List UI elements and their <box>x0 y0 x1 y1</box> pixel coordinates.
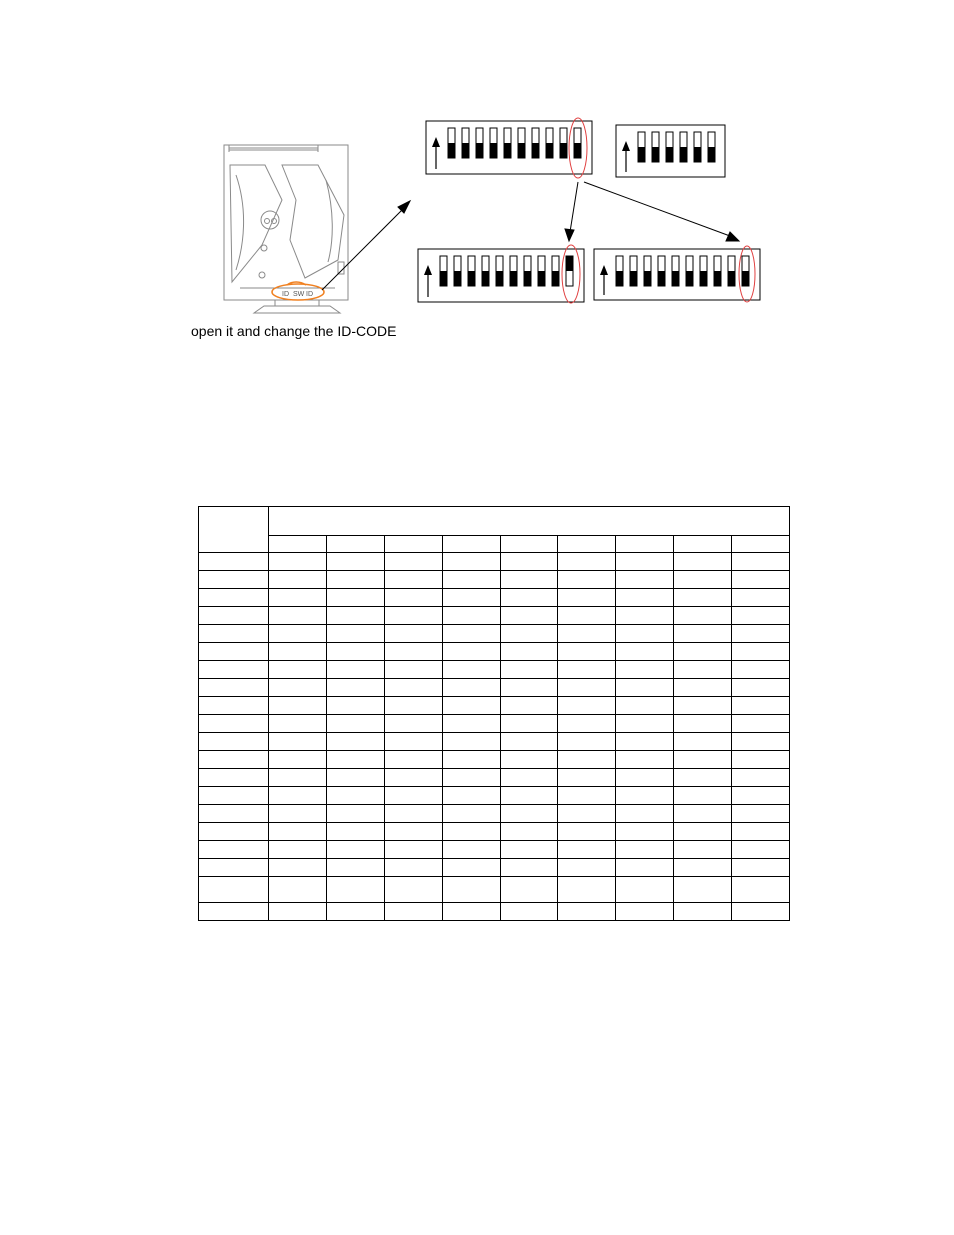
table-cell <box>732 877 790 903</box>
table-cell <box>732 769 790 787</box>
table-cell <box>269 571 327 589</box>
table-cell <box>674 859 732 877</box>
table-cell <box>558 859 616 877</box>
switch-lever <box>538 271 545 286</box>
table-cell <box>500 769 558 787</box>
table-cell <box>199 589 269 607</box>
table-cell <box>732 733 790 751</box>
table-cell <box>500 805 558 823</box>
table-cell <box>199 823 269 841</box>
table-cell <box>326 787 384 805</box>
table-cell <box>384 697 442 715</box>
table-row <box>199 877 790 903</box>
table-cell <box>269 715 327 733</box>
table-row <box>199 679 790 697</box>
switch-lever <box>560 143 567 158</box>
table-cell <box>500 751 558 769</box>
table-cell <box>199 733 269 751</box>
switch-lever <box>468 271 475 286</box>
table-cell <box>558 877 616 903</box>
table-cell <box>674 679 732 697</box>
table-cell <box>732 607 790 625</box>
table-cell <box>732 697 790 715</box>
table-header-row <box>199 507 790 536</box>
table-cell <box>674 841 732 859</box>
switch-lever <box>462 143 469 158</box>
switch-lever <box>504 143 511 158</box>
table-cell <box>500 823 558 841</box>
table-cell <box>442 679 500 697</box>
table-cell <box>326 553 384 571</box>
switch-lever <box>708 147 715 162</box>
table-cell <box>326 823 384 841</box>
table-cell <box>732 715 790 733</box>
table-cell <box>326 679 384 697</box>
device-label-3: ID <box>306 291 313 298</box>
table-cell <box>500 697 558 715</box>
table-cell <box>616 679 674 697</box>
table-header-cell <box>269 507 790 536</box>
dip-switch-bottom-right-10-position <box>594 249 760 300</box>
switch-lever <box>510 271 517 286</box>
table-cell <box>384 805 442 823</box>
table-cell <box>674 715 732 733</box>
table-cell <box>616 553 674 571</box>
table-cell <box>500 859 558 877</box>
table-cell <box>732 823 790 841</box>
table-cell <box>616 625 674 643</box>
table-cell <box>500 661 558 679</box>
table-cell <box>674 877 732 903</box>
table-cell <box>326 607 384 625</box>
table-cell <box>674 571 732 589</box>
table-row <box>199 823 790 841</box>
switch-lever <box>546 143 553 158</box>
table-cell <box>674 643 732 661</box>
switch-lever <box>448 143 455 158</box>
table-subheader-cell <box>732 536 790 553</box>
table-cell <box>558 571 616 589</box>
table-cell <box>442 553 500 571</box>
table-cell <box>500 679 558 697</box>
switch-lever <box>672 271 679 286</box>
table-subheader-cell <box>326 536 384 553</box>
table-cell <box>384 553 442 571</box>
table-cell <box>384 823 442 841</box>
table-subheader-cell <box>616 536 674 553</box>
table-cell <box>269 751 327 769</box>
table-cell <box>442 841 500 859</box>
table-cell <box>500 643 558 661</box>
table-cell <box>326 877 384 903</box>
table-cell <box>442 823 500 841</box>
table-cell <box>500 589 558 607</box>
table-cell <box>674 823 732 841</box>
table-cell <box>199 607 269 625</box>
table-cell <box>616 787 674 805</box>
table-row <box>199 715 790 733</box>
switch-lever <box>496 271 503 286</box>
table-subheader-cell <box>269 536 327 553</box>
table-cell <box>732 661 790 679</box>
switch-lever <box>552 271 559 286</box>
table-row <box>199 661 790 679</box>
id-code-figure <box>0 0 954 360</box>
table-row <box>199 859 790 877</box>
table-cell <box>269 877 327 903</box>
table-row <box>199 805 790 823</box>
table-cell <box>326 697 384 715</box>
table-cell <box>558 769 616 787</box>
switch-lever <box>532 143 539 158</box>
table-cell <box>269 823 327 841</box>
switch-lever <box>652 147 659 162</box>
dip-switch-top-left-10-position <box>426 121 592 174</box>
table-subheader-cell <box>384 536 442 553</box>
table-cell <box>500 571 558 589</box>
table-cell <box>674 787 732 805</box>
table-cell <box>558 625 616 643</box>
table-cell <box>558 553 616 571</box>
table-cell <box>199 751 269 769</box>
device-label-1: ID <box>282 291 289 298</box>
table-cell <box>674 661 732 679</box>
table-cell <box>500 553 558 571</box>
table-cell <box>500 903 558 921</box>
table-cell <box>616 841 674 859</box>
table-cell <box>500 607 558 625</box>
table-cell <box>269 787 327 805</box>
switch-lever <box>574 143 581 158</box>
switch-lever <box>638 147 645 162</box>
table-subheader-cell <box>500 536 558 553</box>
table-cell <box>500 841 558 859</box>
table-cell <box>269 859 327 877</box>
switch-lever <box>714 271 721 286</box>
table-cell <box>442 877 500 903</box>
table-cell <box>269 733 327 751</box>
table-cell <box>269 643 327 661</box>
table-cell <box>326 751 384 769</box>
table-cell <box>616 697 674 715</box>
table-cell <box>269 697 327 715</box>
table-cell <box>384 787 442 805</box>
table-cell <box>558 841 616 859</box>
table-row <box>199 769 790 787</box>
table-cell <box>326 903 384 921</box>
table-cell <box>326 715 384 733</box>
table-cell <box>384 903 442 921</box>
table-cell <box>616 877 674 903</box>
table-cell <box>616 607 674 625</box>
table-cell <box>269 769 327 787</box>
table-cell <box>674 769 732 787</box>
table-cell <box>199 697 269 715</box>
switch-lever <box>490 143 497 158</box>
table-cell <box>442 697 500 715</box>
table-cell <box>500 733 558 751</box>
table-cell <box>732 903 790 921</box>
table-cell <box>384 733 442 751</box>
table-cell <box>326 625 384 643</box>
table-cell <box>269 841 327 859</box>
table-cell <box>558 661 616 679</box>
switch-lever <box>566 256 573 271</box>
table-cell <box>199 679 269 697</box>
table-cell <box>269 553 327 571</box>
table-cell <box>442 859 500 877</box>
switch-lever <box>666 147 673 162</box>
table-cell <box>732 859 790 877</box>
switch-lever <box>658 271 665 286</box>
table-cell <box>616 661 674 679</box>
table-cell <box>558 787 616 805</box>
table-cell <box>442 625 500 643</box>
table-cell <box>384 661 442 679</box>
table-subheader-cell <box>674 536 732 553</box>
table-cell <box>199 553 269 571</box>
switch-lever <box>686 271 693 286</box>
table-cell <box>674 751 732 769</box>
table-cell <box>326 643 384 661</box>
table-cell <box>326 859 384 877</box>
table-cell <box>616 733 674 751</box>
table-cell <box>616 589 674 607</box>
table-cell <box>384 607 442 625</box>
table-cell <box>616 903 674 921</box>
table-row <box>199 643 790 661</box>
table-corner-cell <box>199 507 269 553</box>
table-cell <box>674 589 732 607</box>
table-cell <box>384 769 442 787</box>
table-row <box>199 733 790 751</box>
switch-lever <box>482 271 489 286</box>
table-cell <box>674 553 732 571</box>
table-cell <box>674 903 732 921</box>
table-cell <box>442 643 500 661</box>
switch-lever <box>476 143 483 158</box>
table-cell <box>558 751 616 769</box>
table-cell <box>442 733 500 751</box>
table-cell <box>326 805 384 823</box>
table-cell <box>269 589 327 607</box>
table-cell <box>384 643 442 661</box>
table-cell <box>269 805 327 823</box>
table-cell <box>558 643 616 661</box>
table-cell <box>616 859 674 877</box>
table-cell <box>269 661 327 679</box>
table-cell <box>326 661 384 679</box>
table-cell <box>500 877 558 903</box>
table-cell <box>199 859 269 877</box>
table-cell <box>732 625 790 643</box>
table-cell <box>558 679 616 697</box>
pointer-arrow <box>322 201 410 290</box>
table-cell <box>500 625 558 643</box>
table-cell <box>732 643 790 661</box>
table-cell <box>269 625 327 643</box>
switch-lever <box>518 143 525 158</box>
table-cell <box>616 643 674 661</box>
table-row <box>199 625 790 643</box>
table-cell <box>442 715 500 733</box>
table-cell <box>326 769 384 787</box>
table-cell <box>384 625 442 643</box>
table-cell <box>326 571 384 589</box>
table-cell <box>326 733 384 751</box>
table-row <box>199 553 790 571</box>
dip-switch-diagrams <box>418 121 760 302</box>
table-cell <box>616 571 674 589</box>
table-cell <box>616 805 674 823</box>
table-cell <box>384 589 442 607</box>
switch-lever <box>630 271 637 286</box>
dip-switch-bottom-left-10-position <box>418 249 584 302</box>
device-label-2: SW <box>293 291 305 298</box>
table-cell <box>732 751 790 769</box>
table-cell <box>558 805 616 823</box>
id-code-table <box>198 506 790 921</box>
table-cell <box>500 715 558 733</box>
table-cell <box>558 903 616 921</box>
table-cell <box>732 589 790 607</box>
table-cell <box>442 903 500 921</box>
table-cell <box>558 589 616 607</box>
table-cell <box>199 643 269 661</box>
table-cell <box>616 751 674 769</box>
switch-lever <box>700 271 707 286</box>
table-cell <box>674 733 732 751</box>
table-cell <box>558 715 616 733</box>
camera-device-drawing <box>224 145 348 313</box>
table-cell <box>199 571 269 589</box>
table-cell <box>199 877 269 903</box>
table-cell <box>442 607 500 625</box>
table-cell <box>732 553 790 571</box>
table-cell <box>199 715 269 733</box>
switch-lever <box>742 271 749 286</box>
table-cell <box>199 787 269 805</box>
table-cell <box>269 903 327 921</box>
switch-lever <box>440 271 447 286</box>
table-cell <box>558 733 616 751</box>
table-cell <box>384 715 442 733</box>
table-cell <box>199 769 269 787</box>
table-cell <box>442 751 500 769</box>
table-cell <box>674 805 732 823</box>
table-cell <box>500 787 558 805</box>
table-cell <box>442 571 500 589</box>
table-cell <box>674 607 732 625</box>
device-switch-labels <box>282 291 313 298</box>
table-cell <box>732 805 790 823</box>
dip-switch-top-right-6-position <box>616 125 725 177</box>
figure-caption: open it and change the ID-CODE <box>191 323 397 339</box>
table-row <box>199 841 790 859</box>
table-cell <box>384 571 442 589</box>
table-cell <box>558 697 616 715</box>
table-row <box>199 787 790 805</box>
table-cell <box>384 679 442 697</box>
table-cell <box>732 679 790 697</box>
table-cell <box>442 787 500 805</box>
table-cell <box>199 841 269 859</box>
table-cell <box>674 625 732 643</box>
table-cell <box>384 841 442 859</box>
switch-lever <box>616 271 623 286</box>
table-cell <box>199 805 269 823</box>
table-cell <box>384 751 442 769</box>
table-row <box>199 589 790 607</box>
table-cell <box>732 841 790 859</box>
table-subheader-cell <box>558 536 616 553</box>
table-cell <box>732 571 790 589</box>
table-row <box>199 571 790 589</box>
switch-lever <box>680 147 687 162</box>
table-cell <box>442 661 500 679</box>
table-cell <box>674 697 732 715</box>
switch-lever <box>454 271 461 286</box>
table-cell <box>326 841 384 859</box>
table-cell <box>384 877 442 903</box>
table-row <box>199 607 790 625</box>
table-cell <box>199 661 269 679</box>
table-cell <box>269 607 327 625</box>
table-subheader-cell <box>442 536 500 553</box>
table-cell <box>199 625 269 643</box>
switch-change-arrows <box>565 182 739 241</box>
table-row <box>199 903 790 921</box>
table-cell <box>558 607 616 625</box>
switch-lever <box>728 271 735 286</box>
switch-lever <box>524 271 531 286</box>
table-cell <box>442 805 500 823</box>
switch-lever <box>694 147 701 162</box>
table-cell <box>616 769 674 787</box>
table-cell <box>616 823 674 841</box>
table-cell <box>326 589 384 607</box>
table-row <box>199 751 790 769</box>
table-row <box>199 697 790 715</box>
table-cell <box>199 903 269 921</box>
table-cell <box>732 787 790 805</box>
table-cell <box>269 679 327 697</box>
table-cell <box>442 769 500 787</box>
table-cell <box>384 859 442 877</box>
table-cell <box>558 823 616 841</box>
table-cell <box>616 715 674 733</box>
table-subheader-row <box>199 536 790 553</box>
switch-lever <box>644 271 651 286</box>
table-cell <box>442 589 500 607</box>
